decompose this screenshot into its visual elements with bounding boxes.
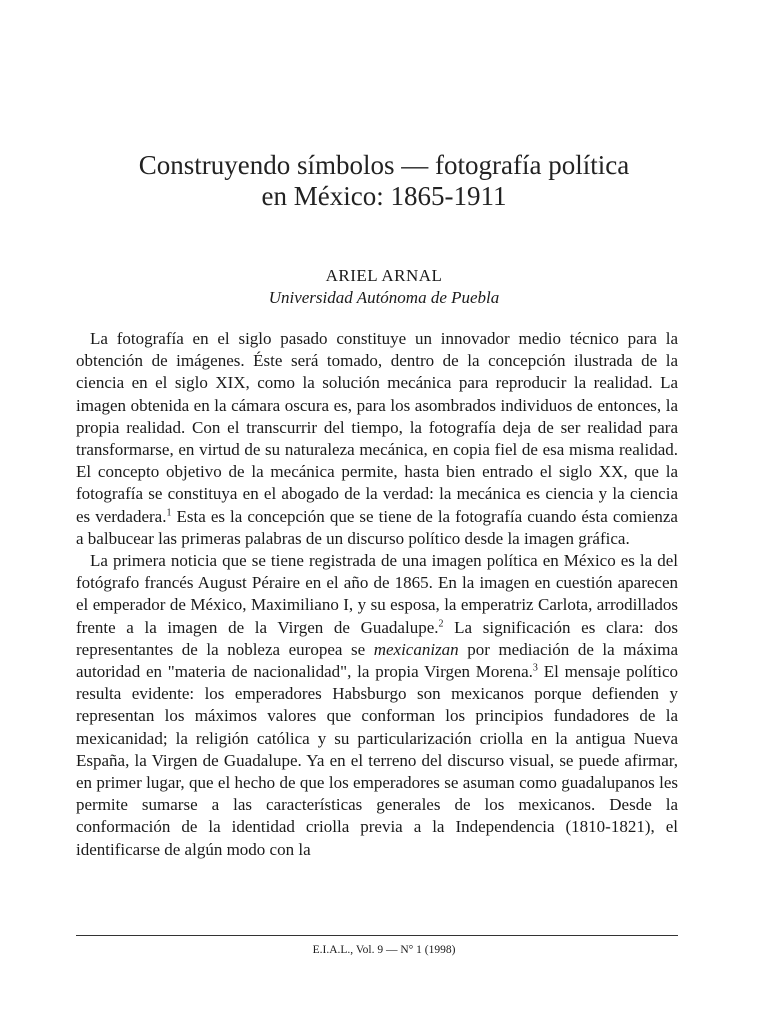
journal-citation: E.I.A.L., Vol. 9 — N° 1 (1998) [312,944,456,956]
article-body [76,328,678,861]
footnote-marker: 3 [532,662,538,674]
footnote-marker: 2 [438,617,444,629]
body-paragraph [76,328,678,550]
paragraph-text: El mensaje político resulta evidente: los emperadores Habsburgo son mexicanos porque defienden y representan los máximos valores que conforman los principios fundadores de la mexicanidad; la religión católica y su particularización criolla en la antigua Nueva España, la Virgen de Guadalupe. Ya en el terreno del discurso visual, se puede afirmar, en primer lugar, que el hecho de que los emperadores se asuman como guadalupanos les permite sumarse a las características generales de los mexicanos. Desde la conformación de la identidad criolla previa a la Independencia (1810-1821), el identificarse de algún modo con la [76,662,679,859]
title-line-1: Construyendo símbolos — fotografía política [138,150,630,180]
footnote-marker: 1 [166,506,172,518]
footer-divider [76,935,678,936]
author-affiliation: Universidad Autónoma de Puebla [268,288,500,307]
paragraph-text: por mediación de la máxima autoridad en "materia de nacionalidad", la propia Virgen Morena. [76,639,679,682]
paragraph-text: Esta es la concepción que se tiene de la fotografía cuando ésta comienza a balbucear las primeras palabras de un discurso político desde la imagen gráfica. [76,506,678,548]
paragraph-text: La significación es clara: dos representantes de la nobleza europea se [76,617,678,659]
paragraph-text: La fotografía en el siglo pasado constituye un innovador medio técnico para la obtención de imágenes. Éste será tomado, dentro de la concepción ilustrada de la ciencia en el siglo XIX, como la solución mecánica para reproducir la realidad. La imagen obtenida en la cámara oscura es, para los asombrados individuos de entonces, la propia realidad. Con el transcurrir del tiempo, la fotografía deja de ser realidad para transformarse, en virtud de su naturaleza mecánica, en copia fiel de esa misma realidad. El concepto objetivo de la mecánica permite, hasta bien entrado el siglo XX, que la fotografía se constituya en el abogado de la verdad: la mecánica es ciencia y la ciencia es verdadera. [76,329,678,526]
title-line-2: en México: 1865-1911 [261,181,507,211]
article-title [60,150,708,212]
author-name: ARIEL ARNAL [325,266,443,285]
emphasized-text: mexicanizan [373,639,459,659]
paragraph-text: La primera noticia que se tiene registrada de una imagen política en México es la del fotógrafo francés August Péraire en el año de 1865. En la imagen en cuestión aparecen el emperador de México, Maximiliano I, y su esposa, la emperatriz Carlota, arrodillados frente a la imagen de la Virgen de Guadalupe. [76,551,678,637]
body-paragraph [76,550,678,861]
